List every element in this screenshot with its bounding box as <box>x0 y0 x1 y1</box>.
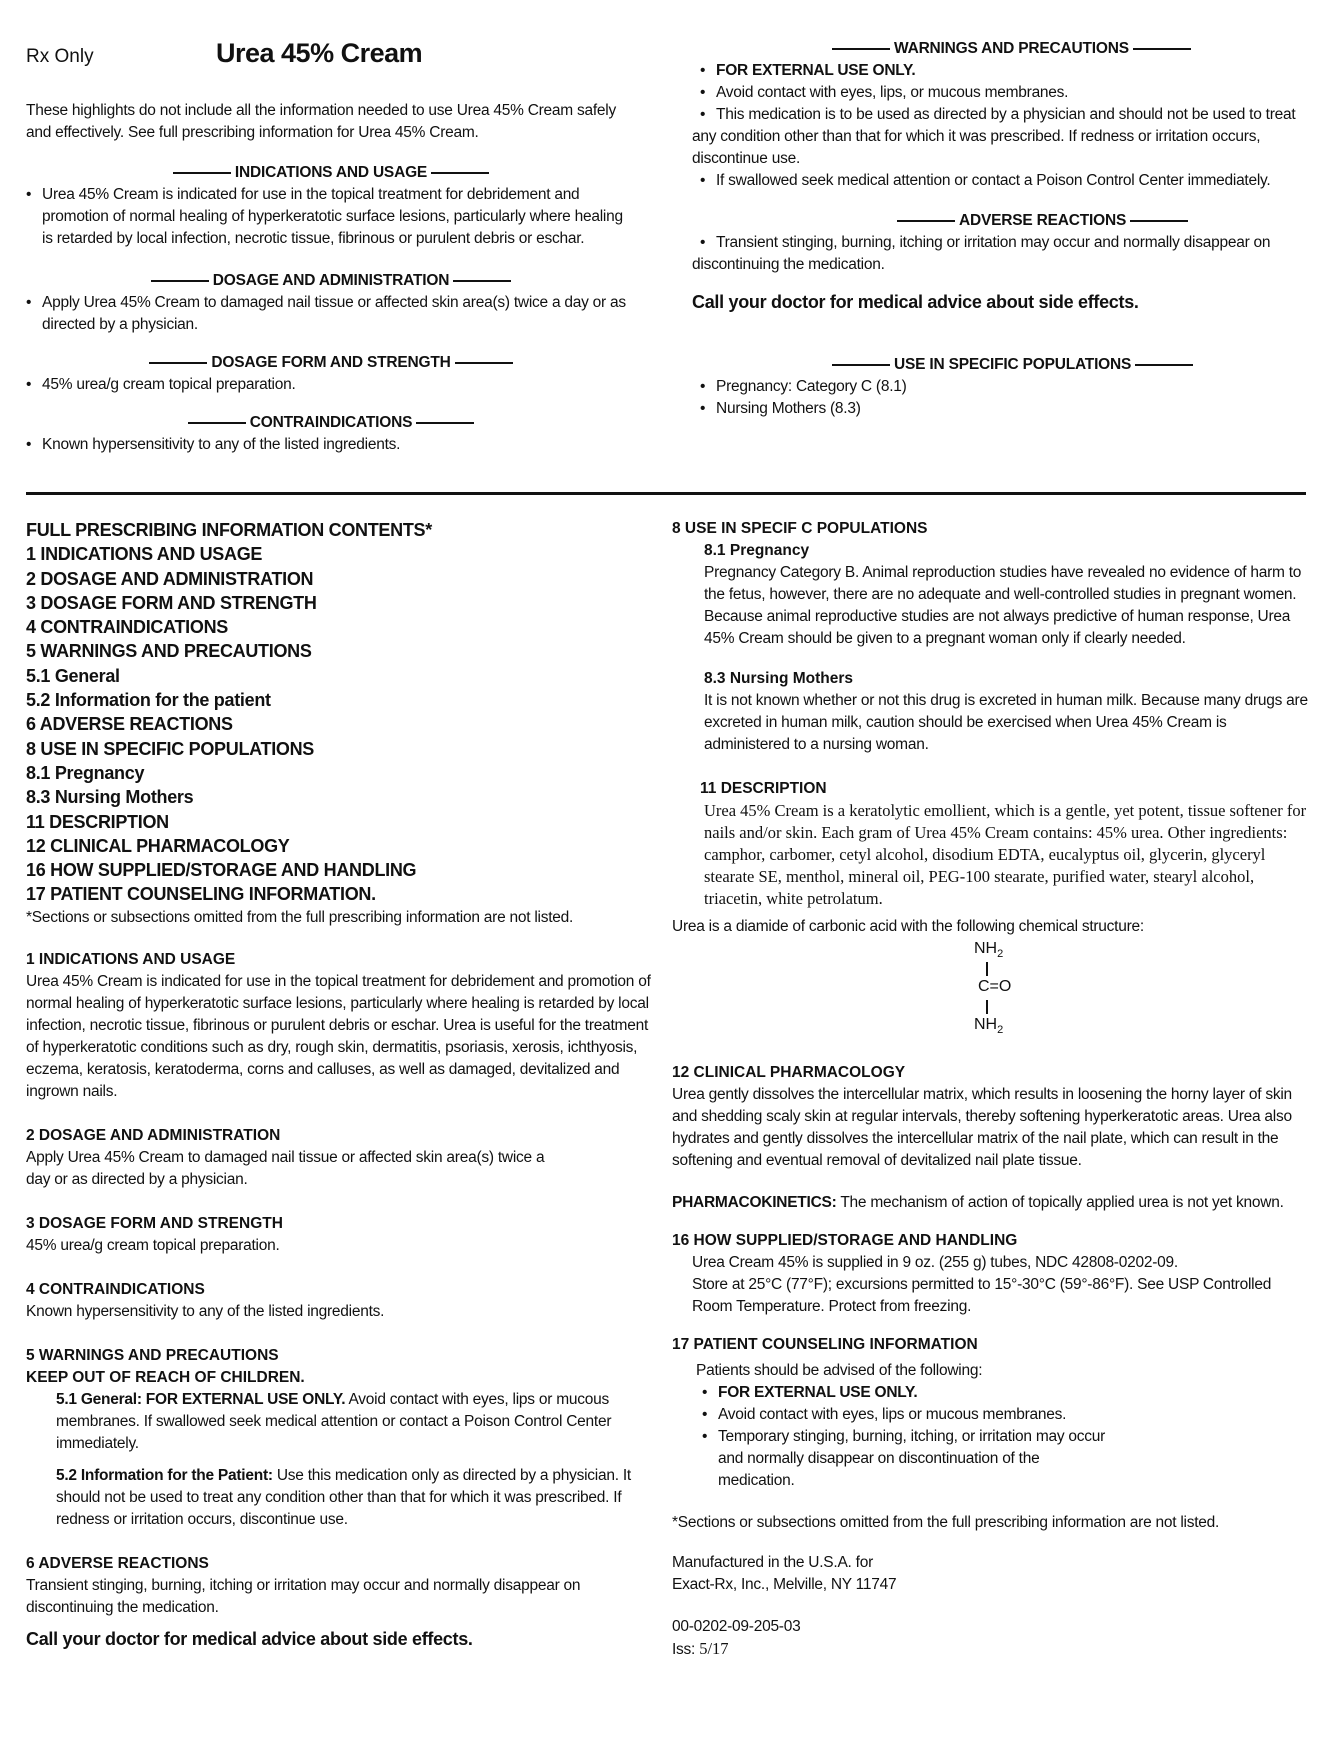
indications-text: Urea 45% Cream is indicated for use in the topical treatment for debridement and promotion of normal healing of hyperkeratotic surface lesions, particularly where healing is retarded by local infection, necrotic tissue, fibrinous or purulent debris or eschar. <box>42 186 623 247</box>
section-11 <box>672 778 1312 1048</box>
section-1 <box>26 949 656 1103</box>
highlights-warnings: WARNINGS AND PRECAUTIONS • FOR EXTERNAL USE ONLY. • Avoid contact with eyes, lips, or mucous membranes. • This medication is to be used as directed by a physician and should not be used to treat any condition other than that for which it was prescribed. If redness or irritation occurs, discontinue use. • If swallowed seek medical attention or contact a Poison Control Center immediately. <box>692 38 1312 192</box>
section-4 <box>26 1279 656 1323</box>
section-text: Urea Cream 45% is supplied in 9 oz. (255 g) tubes, NDC 42808-0202-09. <box>692 1254 1178 1271</box>
toc-item: 16 HOW SUPPLIED/STORAGE AND HANDLING <box>26 860 417 881</box>
manufacturer-address: Exact-Rx, Inc., Melville, NY 11747 <box>672 1576 897 1593</box>
omitted-note: *Sections or subsections omitted from the full prescribing information are not listed. <box>672 1514 1220 1531</box>
toc-note: *Sections or subsections omitted from the full prescribing information are not listed. <box>26 908 574 926</box>
highlights-right-column <box>692 38 1312 420</box>
population-item: Pregnancy: Category C (8.1) <box>716 378 907 395</box>
section-3 <box>26 1213 656 1257</box>
section-text: Apply Urea 45% Cream to damaged nail tissue or affected skin area(s) twice a day or as directed by a physician. <box>26 1148 545 1188</box>
section-divider <box>26 492 1306 495</box>
full-left-column <box>26 518 656 1651</box>
section-16 <box>672 1230 1312 1318</box>
manufacturer-line: Manufactured in the U.S.A. for <box>672 1554 873 1571</box>
document-title: Urea 45% Cream <box>216 38 423 68</box>
section-heading: INDICATIONS AND USAGE <box>234 164 428 181</box>
section-heading: 5 WARNINGS AND PRECAUTIONS <box>26 1346 279 1364</box>
warning-item: Avoid contact with eyes, lips, or mucous membranes. <box>716 84 1069 101</box>
toc-item: 5.1 General <box>26 665 120 686</box>
chem-nh2-top: $NH_2$ <box>974 940 1004 961</box>
call-doctor-note: Call your doctor for medical advice about side effects. <box>26 1628 473 1649</box>
highlights-form: DOSAGE FORM AND STRENGTH • 45% urea/g cream topical preparation. <box>26 352 636 396</box>
highlights-populations: USE IN SPECIFIC POPULATIONS • Pregnancy: Category C (8.1) • Nursing Mothers (8.3) <box>692 354 1312 420</box>
toc-item: 17 PATIENT COUNSELING INFORMATION. <box>26 884 376 905</box>
call-doctor-note: Call your doctor for medical advice about side effects. <box>692 292 1139 312</box>
section-8 <box>672 518 1312 756</box>
section-2 <box>26 1125 656 1191</box>
section-text: Transient stinging, burning, itching or irritation may occur and normally disappear on discontinuing the medication. <box>26 1576 581 1616</box>
section-heading: CONTRAINDICATIONS <box>249 414 413 431</box>
section-heading: 16 HOW SUPPLIED/STORAGE AND HANDLING <box>672 1232 1018 1249</box>
section-17: 17 PATIENT COUNSELING INFORMATION Patients should be advised of the following: • FOR EXTERNAL USE ONLY. • Avoid contact with eyes, lips or mucous membranes. • Temporary stinging, burning, itching, or irritation may occur and normally disappear on discontinuation of the medication. <box>672 1334 1312 1492</box>
toc-item: 3 DOSAGE FORM AND STRENGTH <box>26 592 317 613</box>
toc-item: FULL PRESCRIBING INFORMATION CONTENTS* <box>26 520 432 540</box>
toc-item: 4 CONTRAINDICATIONS <box>26 617 228 638</box>
population-item: Nursing Mothers (8.3) <box>716 400 861 417</box>
dosage-text: Apply Urea 45% Cream to damaged nail tissue or affected skin area(s) twice a day or as directed by a physician. <box>42 294 626 333</box>
toc-item: 2 DOSAGE AND ADMINISTRATION <box>26 568 314 589</box>
section-text: Pregnancy Category B. Animal reproduction studies have revealed no evidence of harm to the fetus, however, there are no adequate and well-controlled studies in pregnant women. Because animal reproductive studies are not always predictive of human response, Urea 45% Cream should be given to a pregnant woman only if clearly needed. <box>704 564 1302 647</box>
chem-bond <box>986 1000 988 1014</box>
highlights-left-column <box>26 38 636 456</box>
section-text: Urea 45% Cream is indicated for use in the topical treatment for debridement and promotion of normal healing of hyperkeratotic surface lesions, particularly where healing is retarded by local infection, necrotic tissue, fibrinous or purulent debris or eschar. Urea is useful for the treatment of hyperkeratotic conditions such as dry, rough skin, dermatitis, psoriasis, xerosis, ichthyosis, eczema, keratosis, keratoderma, corns and calluses, as well as damaged, devitalized and ingrown nails. <box>26 972 651 1100</box>
counseling-item: Avoid contact with eyes, lips or mucous membranes. <box>718 1406 1067 1423</box>
section-5 <box>26 1345 656 1531</box>
chem-bond <box>986 962 988 976</box>
rx-only-label: Rx Only <box>26 46 94 67</box>
highlights-contraindications: CONTRAINDICATIONS • Known hypersensitivity to any of the listed ingredients. <box>26 412 636 456</box>
toc-item: 8 USE IN SPECIFIC POPULATIONS <box>26 738 315 759</box>
full-right-column <box>672 518 1312 1661</box>
section-text: Urea 45% Cream is a keratolytic emollient, which is a gentle, yet potent, tissue softener for nails and/or skin. Each gram of Urea 45% Cream contains: 45% urea. Other ingredients: camphor, carbomer, cetyl alcohol, disodium EDTA, eucalyptus oil, glycerin, glyceryl stearate SE, menthol, mineral oil, PEG-100 stearate, purified water, stearyl alcohol, triacetin, white petrolatum. <box>704 801 1307 908</box>
subsection-5-1: 5.1 General: FOR EXTERNAL USE ONLY. Avoid contact with eyes, lips or mucous membranes. If swallowed seek medical attention or contact a Poison Control Center immediately. <box>56 1390 612 1452</box>
section-heading: 6 ADVERSE REACTIONS <box>26 1554 209 1572</box>
section-text: Known hypersensitivity to any of the listed ingredients. <box>26 1302 385 1320</box>
section-heading: DOSAGE AND ADMINISTRATION <box>212 272 450 289</box>
table-of-contents <box>26 518 656 907</box>
keep-out-of-reach: KEEP OUT OF REACH OF CHILDREN. <box>26 1368 305 1386</box>
section-heading: 11 DESCRIPTION <box>700 780 827 797</box>
section-6 <box>26 1553 656 1651</box>
section-text: It is not known whether or not this drug is excreted in human milk. Because many drugs are excreted in human milk, caution should be exercised when Urea 45% Cream is administered to a nursing woman. <box>704 692 1308 753</box>
section-text: 45% urea/g cream topical preparation. <box>26 1236 280 1254</box>
warning-item: If swallowed seek medical attention or contact a Poison Control Center immediately. <box>716 172 1271 189</box>
section-heading: 3 DOSAGE FORM AND STRENGTH <box>26 1214 283 1232</box>
warning-item: • This medication is to be used as directed by a physician and should not be used to treat any condition other than that for which it was prescribed. If redness or irritation occurs, discontinue use. <box>692 106 1296 167</box>
document-code: 00-0202-09-205-03 <box>672 1618 801 1635</box>
section-heading: ADVERSE REACTIONS <box>959 212 1127 229</box>
section-heading: 1 INDICATIONS AND USAGE <box>26 950 236 968</box>
section-heading: 12 CLINICAL PHARMACOLOGY <box>672 1064 906 1081</box>
subsection-heading: 8.3 Nursing Mothers <box>704 670 853 687</box>
toc-item: 1 INDICATIONS AND USAGE <box>26 544 263 565</box>
toc-item: 5.2 Information for the patient <box>26 690 271 711</box>
highlights-adverse: ADVERSE REACTIONS • Transient stinging, burning, itching or irritation may occur and normally disappear on discontinuing the medication. Call your doctor for medical advice about side effects. <box>692 210 1312 314</box>
form-text: 45% urea/g cream topical preparation. <box>42 376 296 393</box>
toc-item: 12 CLINICAL PHARMACOLOGY <box>26 835 290 856</box>
section-12 <box>672 1062 1312 1172</box>
section-heading: 17 PATIENT COUNSELING INFORMATION <box>672 1336 978 1353</box>
section-heading: 8 USE IN SPECIF C POPULATIONS <box>672 520 928 537</box>
highlights-indications: INDICATIONS AND USAGE • Urea 45% Cream is indicated for use in the topical treatment for debridement and promotion of normal healing of hyperkeratotic surface lesions, particularly where healing is retarded by local infection, necrotic tissue, fibrinous or purulent debris or eschar. <box>26 162 636 250</box>
chem-carbonyl: C=O <box>978 978 1012 995</box>
toc-item: 6 ADVERSE REACTIONS <box>26 714 233 735</box>
section-text: Urea gently dissolves the intercellular matrix, which results in loosening the horny layer of skin and shedding scaly skin at regular intervals, thereby softening hyperkeratotic areas. Urea also hydrates and gently dissolves the intercellular matrix of the nail plate, which can result in the softening and eventual removal of devitalized nail plate tissue. <box>672 1086 1292 1169</box>
chem-nh2-bottom: $NH_2$ <box>974 1016 1004 1037</box>
section-text: Patients should be advised of the following: <box>696 1362 983 1379</box>
section-heading: WARNINGS AND PRECAUTIONS <box>894 40 1129 57</box>
chemical-structure <box>672 938 1312 1048</box>
pharmacokinetics: PHARMACOKINETICS: The mechanism of action of topically applied urea is not yet known. <box>672 1194 1284 1211</box>
counseling-item: FOR EXTERNAL USE ONLY. <box>718 1384 918 1401</box>
issue-date: Iss: 5/17 <box>672 1639 729 1658</box>
counseling-item: Temporary stinging, burning, itching, or irritation may occur and normally disappear on discontinuation of the medication. <box>718 1428 1106 1489</box>
structure-intro: Urea is a diamide of carbonic acid with the following chemical structure: <box>672 918 1144 935</box>
warning-item: FOR EXTERNAL USE ONLY. <box>716 62 916 79</box>
section-heading: USE IN SPECIFIC POPULATIONS <box>894 356 1132 373</box>
toc-item: 8.1 Pregnancy <box>26 762 145 783</box>
subsection-heading: 8.1 Pregnancy <box>704 542 810 559</box>
highlights-dosage: DOSAGE AND ADMINISTRATION • Apply Urea 45% Cream to damaged nail tissue or affected skin area(s) twice a day or as directed by a physician. <box>26 270 636 336</box>
toc-item: 5 WARNINGS AND PRECAUTIONS <box>26 641 312 662</box>
adverse-text: Transient stinging, burning, itching or irritation may occur and normally disappear on discontinuing the medication. <box>692 234 1271 273</box>
section-text: Store at 25°C (77°F); excursions permitted to 15°-30°C (59°-86°F). See USP Controlled Room Temperature. Protect from freezing. <box>692 1276 1272 1315</box>
contraindications-text: Known hypersensitivity to any of the listed ingredients. <box>42 436 401 453</box>
highlights-intro: These highlights do not include all the information needed to use Urea 45% Cream safely and effectively. See full prescribing information for Urea 45% Cream. <box>26 102 617 141</box>
toc-item: 11 DESCRIPTION <box>26 811 169 832</box>
subsection-5-2: 5.2 Information for the Patient: Use this medication only as directed by a physician. It should not be used to treat any condition other than that for which it was prescribed. If redness or irritation occurs, discontinue use. <box>56 1466 631 1528</box>
section-heading: 2 DOSAGE AND ADMINISTRATION <box>26 1126 281 1144</box>
section-heading: 4 CONTRAINDICATIONS <box>26 1280 205 1298</box>
toc-item: 8.3 Nursing Mothers <box>26 787 194 808</box>
section-heading: DOSAGE FORM AND STRENGTH <box>211 354 451 371</box>
